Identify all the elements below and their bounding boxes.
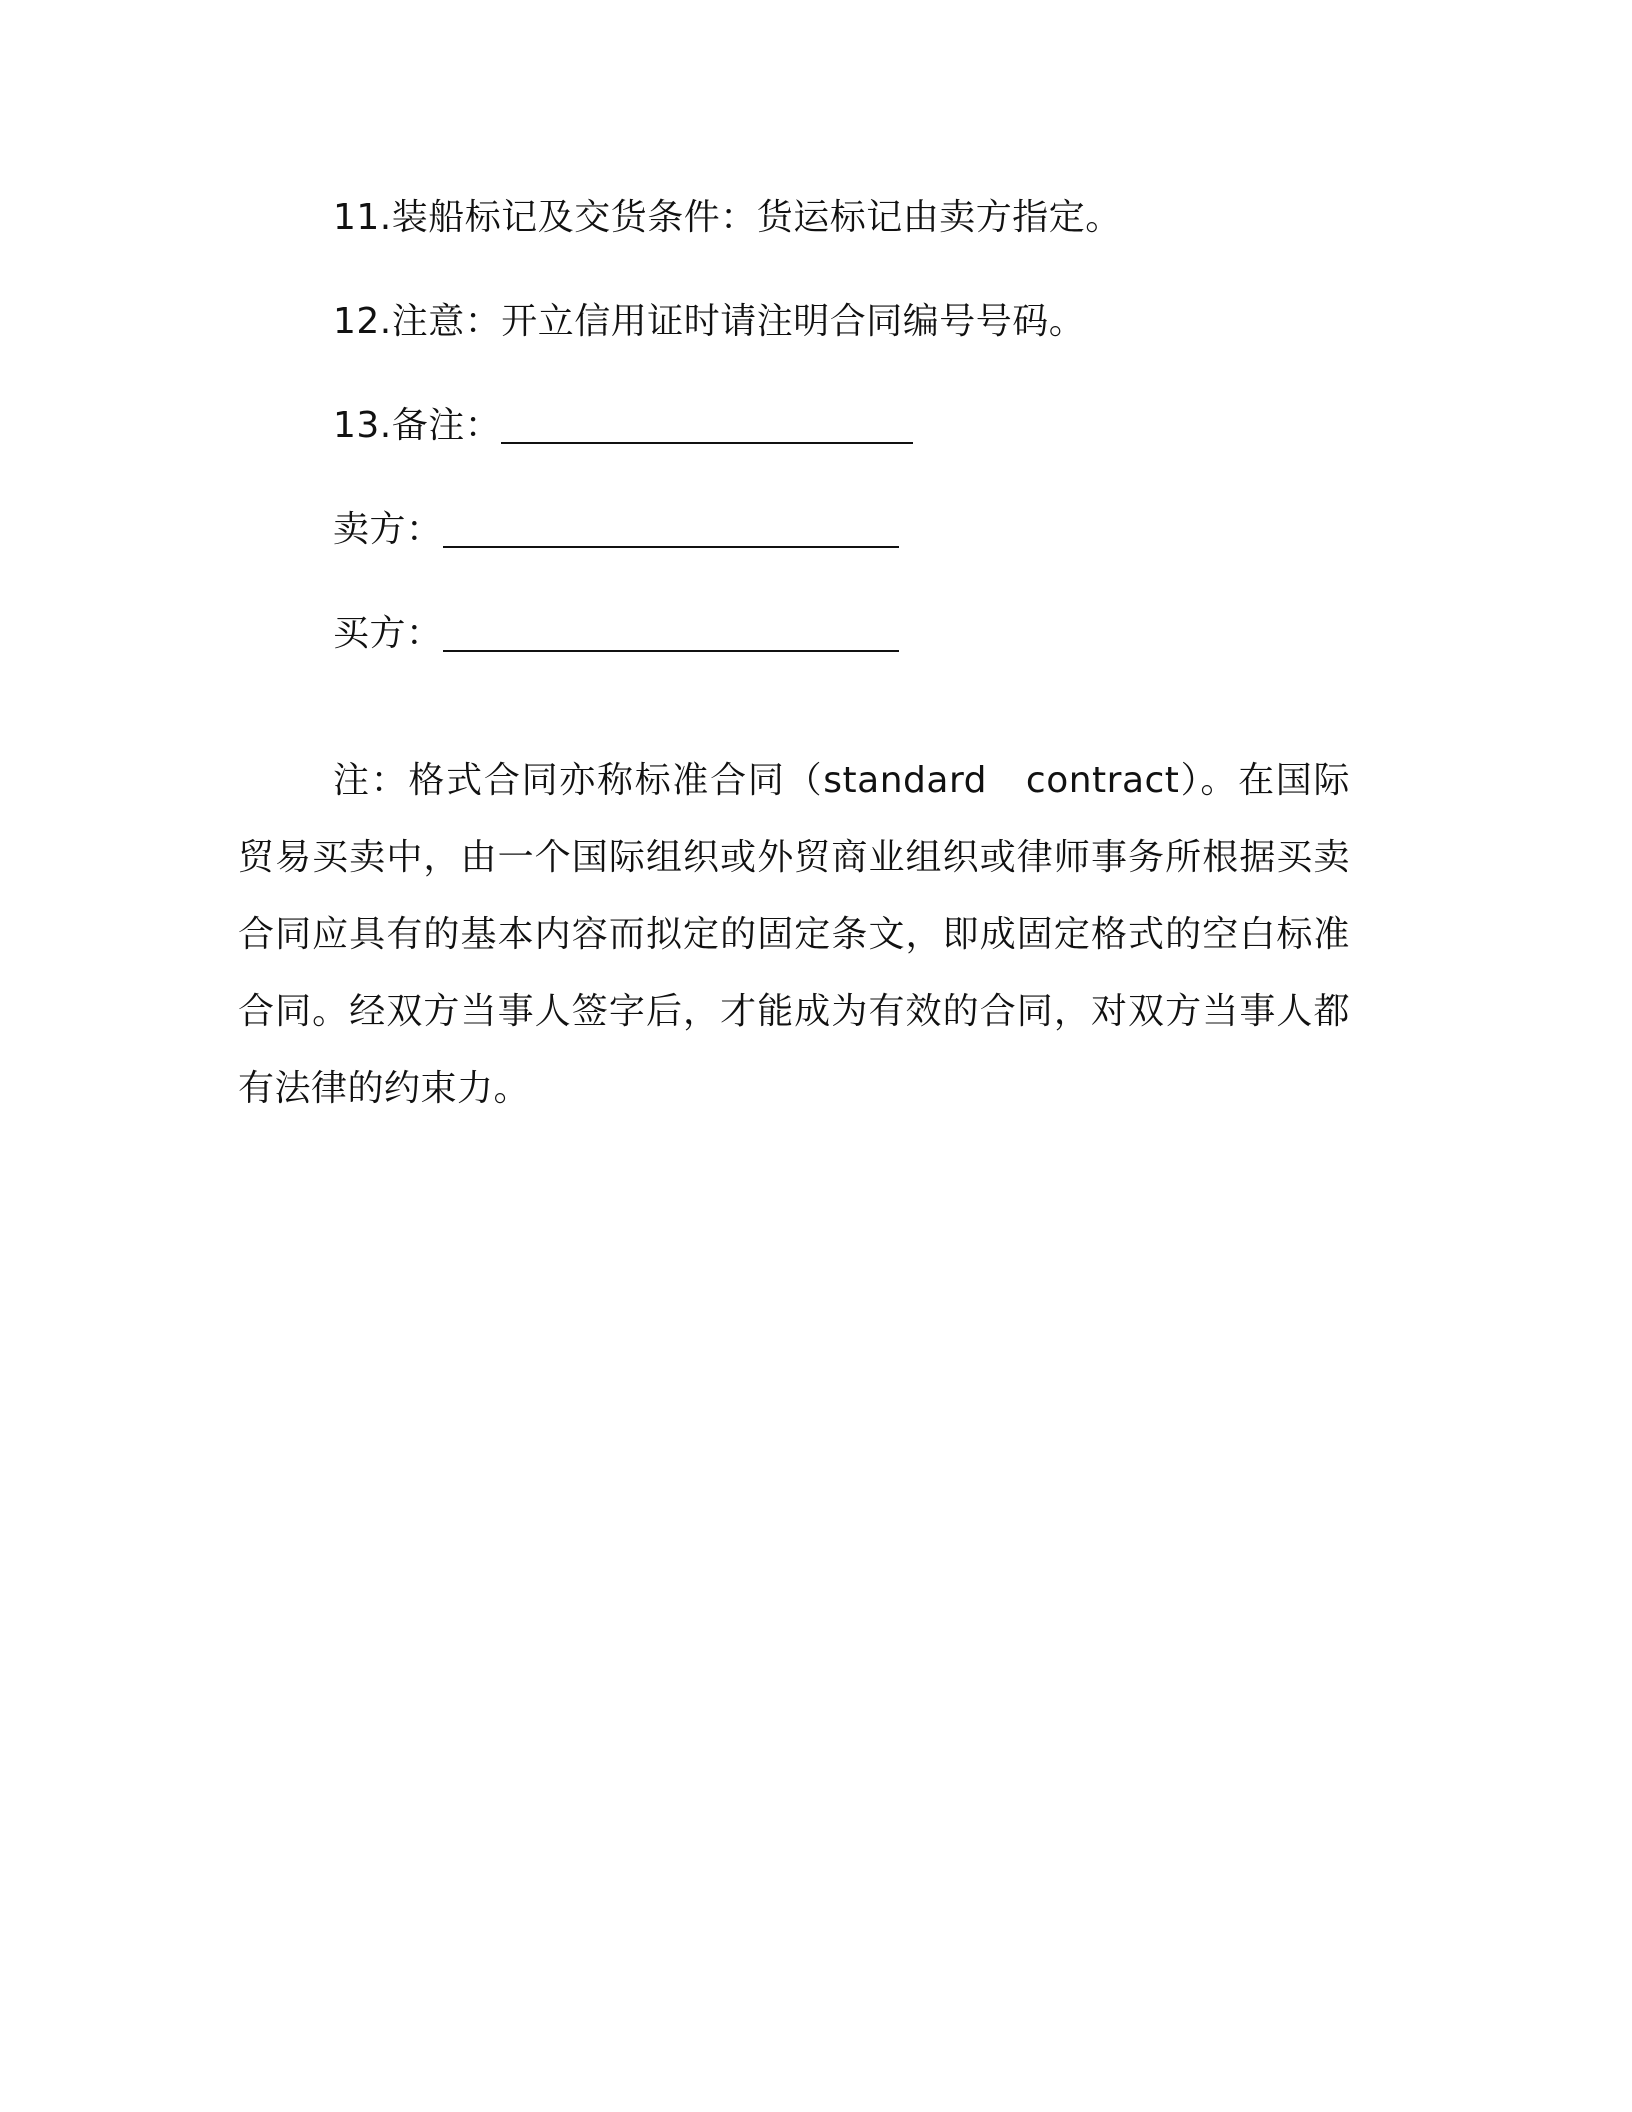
remarks-label: 13.备注：: [333, 405, 502, 446]
remarks-blank-line: [501, 402, 913, 444]
clause-12-letter-of-credit-note: 12.注意：开立信用证时请注明合同编号号码。: [333, 301, 1086, 342]
seller-blank-line: [443, 506, 899, 548]
seller-label: 卖方：: [333, 509, 443, 550]
buyer-label: 买方：: [333, 613, 443, 654]
buyer-signature-line: [333, 608, 899, 660]
buyer-blank-line: [443, 610, 899, 652]
seller-signature-line: [333, 504, 899, 556]
standard-contract-note: 注：格式合同亦称标准合同（standard contract）。在国际贸易买卖中，由一个国际组织或外贸商业组织或律师事务所根据买卖合同应具有的基本内容而拟定的固定条文，即成固定格式的空白标准合同。经双方当事人签字后，才能成为有效的合同，对双方当事人都有法律的约束力。: [238, 760, 1350, 1109]
clause-13-remarks: [333, 400, 913, 452]
clause-11-shipping-marks: 11.装船标记及交货条件：货运标记由卖方指定。: [333, 197, 1122, 238]
